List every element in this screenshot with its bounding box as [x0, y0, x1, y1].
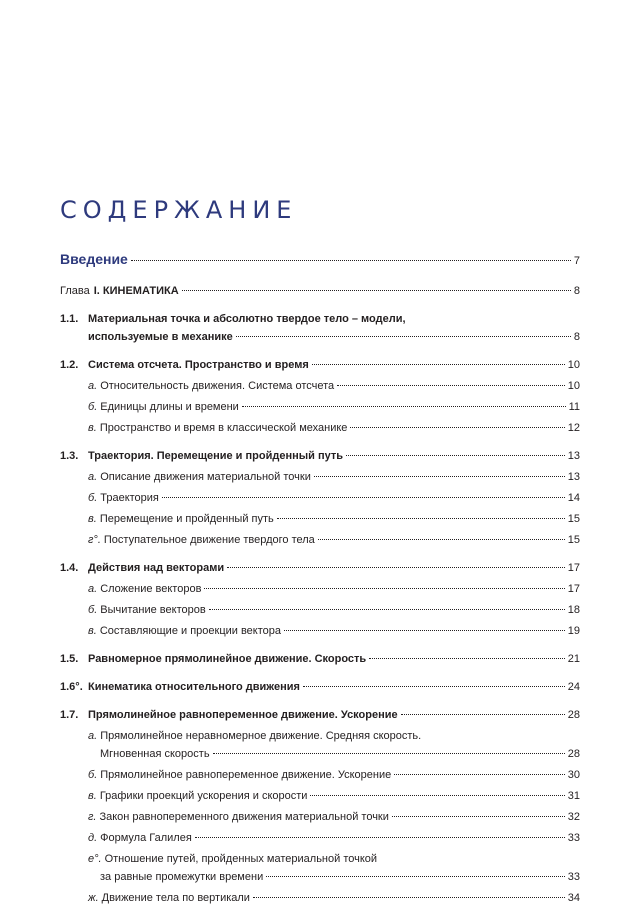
subsection-letter: е°. — [88, 853, 102, 865]
page-title: СОДЕРЖАНИЕ — [60, 196, 298, 225]
subsection-text — [88, 531, 315, 549]
page-number: 13 — [567, 450, 580, 462]
subsection-letter: в. — [88, 625, 97, 637]
dot-leader — [209, 609, 565, 610]
chapter-prefix: Глава — [60, 285, 90, 297]
toc-entry-intro[interactable] — [60, 250, 580, 270]
toc-entry-chapter[interactable] — [60, 282, 580, 300]
subsection-letter: г. — [88, 811, 97, 823]
dot-leader — [182, 290, 571, 291]
dot-leader — [346, 455, 565, 456]
toc-subsection-entry[interactable] — [60, 808, 580, 826]
toc-section-entry-cont[interactable] — [60, 328, 580, 346]
dot-leader — [318, 539, 565, 540]
subsection-letter: а. — [88, 471, 98, 483]
toc-subsection-entry-cont[interactable] — [60, 868, 580, 886]
toc-section-group — [60, 356, 580, 437]
toc-subsection-entry[interactable] — [60, 398, 580, 416]
section-number: 1.6°. — [60, 681, 83, 693]
subsection-title: Отношение путей, пройденных материальной точкой — [104, 853, 378, 865]
subsection-text — [88, 889, 250, 907]
subsection-text — [88, 622, 281, 640]
subsection-title-line2: за равные промежутки времени — [100, 871, 264, 883]
subsection-letter: б. — [88, 769, 98, 781]
page-number: 24 — [567, 681, 580, 693]
dot-leader — [310, 795, 564, 796]
subsection-title: Единицы длины и времени — [100, 401, 239, 413]
subsection-letter: г°. — [88, 534, 101, 546]
page-number: 17 — [567, 583, 580, 595]
page-number: 15 — [567, 513, 580, 525]
toc-section-entry[interactable] — [60, 706, 580, 724]
toc-section-group — [60, 678, 580, 696]
page-number: 34 — [567, 892, 580, 904]
subsection-title: Сложение векторов — [100, 583, 202, 595]
toc-subsection-entry[interactable] — [60, 510, 580, 528]
section-title: Система отсчета. Пространство и время — [88, 359, 309, 371]
subsection-title: Относительность движения. Система отсчета — [100, 380, 335, 392]
dot-leader — [350, 427, 564, 428]
dot-leader — [266, 876, 565, 877]
subsection-title: Вычитание векторов — [100, 604, 206, 616]
toc-subsection-entry[interactable] — [60, 766, 580, 784]
section-title: Прямолинейное равнопеременное движение. Ускорение — [88, 709, 398, 721]
chapter-title: КИНЕМАТИКА — [102, 285, 179, 297]
sections-list — [60, 310, 580, 907]
toc-subsection-entry[interactable] — [60, 531, 580, 549]
page-number: 18 — [567, 604, 580, 616]
page-number: 33 — [567, 871, 580, 883]
toc-subsection-entry[interactable] — [60, 829, 580, 847]
subsection-text — [88, 787, 307, 805]
subsection-letter: а. — [88, 730, 98, 742]
subsection-text — [88, 766, 391, 784]
subsection-title: Перемещение и пройденный путь — [99, 513, 274, 525]
dot-leader — [369, 658, 565, 659]
dot-leader — [337, 385, 565, 386]
subsection-text — [88, 468, 311, 486]
subsection-text — [88, 419, 347, 437]
subsection-text — [88, 489, 159, 507]
table-of-contents — [60, 250, 580, 907]
subsection-title: Поступательное движение твердого тела — [103, 534, 315, 546]
dot-leader — [195, 837, 565, 838]
section-title: Кинематика относительного движения — [88, 681, 300, 693]
toc-subsection-entry[interactable] — [60, 419, 580, 437]
toc-subsection-entry-cont[interactable] — [60, 745, 580, 763]
dot-leader — [131, 260, 571, 261]
section-title: Действия над векторами — [88, 562, 225, 574]
subsection-title: Прямолинейное равнопеременное движение. Ускорение — [100, 769, 392, 781]
dot-leader — [162, 497, 565, 498]
dot-leader — [284, 630, 565, 631]
section-number: 1.4. — [60, 562, 79, 574]
subsection-title-line2: Мгновенная скорость — [100, 748, 210, 760]
subsection-text — [88, 829, 192, 847]
dot-leader — [312, 364, 565, 365]
toc-section-group — [60, 447, 580, 549]
page-number: 31 — [567, 790, 580, 802]
page-number: 11 — [568, 401, 580, 413]
toc-section-entry[interactable] — [60, 356, 580, 374]
subsection-text — [88, 601, 206, 619]
subsection-letter: б. — [88, 492, 98, 504]
subsection-letter: б. — [88, 604, 98, 616]
dot-leader — [227, 567, 565, 568]
toc-section-entry[interactable] — [60, 678, 580, 696]
toc-subsection-entry[interactable] — [60, 468, 580, 486]
section-title: Равномерное прямолинейное движение. Скорость — [88, 653, 367, 665]
subsection-letter: а. — [88, 583, 98, 595]
section-title: Траектория. Перемещение и пройденный путь — [88, 450, 343, 462]
toc-section-group — [60, 706, 580, 907]
subsection-text — [88, 808, 389, 826]
toc-subsection-entry[interactable] — [60, 889, 580, 907]
toc-subsection-entry[interactable] — [60, 377, 580, 395]
toc-section-group — [60, 559, 580, 640]
page-number: 7 — [573, 255, 580, 267]
subsection-letter: д. — [88, 832, 98, 844]
toc-subsection-entry[interactable] — [60, 580, 580, 598]
dot-leader — [236, 336, 571, 337]
toc-subsection-entry[interactable] — [60, 601, 580, 619]
subsection-text — [88, 580, 201, 598]
subsection-text — [88, 398, 239, 416]
dot-leader — [204, 588, 564, 589]
dot-leader — [394, 774, 565, 775]
subsection-title: Прямолинейное неравномерное движение. Средняя скорость. — [100, 730, 422, 742]
dot-leader — [303, 686, 565, 687]
subsection-letter: ж. — [88, 892, 99, 904]
dot-leader — [213, 753, 565, 754]
toc-section-entry[interactable] — [60, 559, 580, 577]
section-title-line2: используемые в механике — [88, 331, 233, 343]
subsection-title: Закон равнопеременного движения материальной точки — [99, 811, 389, 823]
page-number: 30 — [567, 769, 580, 781]
page-number: 8 — [573, 285, 580, 297]
page-number: 32 — [567, 811, 580, 823]
toc-section-entry[interactable] — [60, 650, 580, 668]
subsection-letter: а. — [88, 380, 98, 392]
subsection-title: Составляющие и проекции вектора — [99, 625, 282, 637]
dot-leader — [253, 897, 565, 898]
subsection-text — [88, 510, 274, 528]
subsection-title: Пространство и время в классической механике — [99, 422, 348, 434]
subsection-letter: в. — [88, 790, 97, 802]
page-number: 10 — [567, 359, 580, 371]
subsection-title: Описание движения материальной точки — [100, 471, 311, 483]
page-number: 21 — [567, 653, 580, 665]
toc-subsection-entry[interactable] — [60, 622, 580, 640]
toc-subsection-entry[interactable] — [60, 850, 580, 868]
subsection-text — [88, 377, 334, 395]
subsection-text-line1 — [88, 727, 421, 745]
subsection-letter: в. — [88, 422, 97, 434]
page-number: 8 — [573, 331, 580, 343]
dot-leader — [314, 476, 565, 477]
dot-leader — [401, 714, 565, 715]
subsection-letter: б. — [88, 401, 98, 413]
toc-subsection-entry[interactable] — [60, 727, 580, 745]
toc-section-group — [60, 310, 580, 346]
page-number: 17 — [567, 562, 580, 574]
chapter-roman: I. — [93, 285, 100, 297]
page-number: 15 — [567, 534, 580, 546]
page-number: 12 — [567, 422, 580, 434]
subsection-title: Движение тела по вертикали — [101, 892, 250, 904]
page-number: 28 — [567, 748, 580, 760]
section-number: 1.2. — [60, 359, 79, 371]
section-number: 1.7. — [60, 709, 79, 721]
section-number: 1.3. — [60, 450, 79, 462]
page-number: 10 — [567, 380, 580, 392]
section-title-line1: Материальная точка и абсолютно твердое тело – модели, — [88, 313, 406, 325]
subsection-title: Траектория — [100, 492, 159, 504]
subsection-letter: в. — [88, 513, 97, 525]
toc-section-entry[interactable] — [60, 447, 580, 465]
toc-subsection-entry[interactable] — [60, 787, 580, 805]
toc-subsection-entry[interactable] — [60, 489, 580, 507]
dot-leader — [392, 816, 565, 817]
intro-label: Введение — [60, 251, 128, 267]
toc-section-group — [60, 650, 580, 668]
page-number: 14 — [567, 492, 580, 504]
dot-leader — [242, 406, 566, 407]
page-number: 33 — [567, 832, 580, 844]
subsection-title: Графики проекций ускорения и скорости — [99, 790, 308, 802]
toc-section-entry[interactable] — [60, 310, 580, 328]
section-number: 1.5. — [60, 653, 79, 665]
page-number: 19 — [567, 625, 580, 637]
section-number: 1.1. — [60, 313, 79, 325]
page-number: 28 — [567, 709, 580, 721]
subsection-title: Формула Галилея — [100, 832, 192, 844]
dot-leader — [277, 518, 565, 519]
subsection-text-line1 — [88, 850, 377, 868]
page-number: 13 — [567, 471, 580, 483]
